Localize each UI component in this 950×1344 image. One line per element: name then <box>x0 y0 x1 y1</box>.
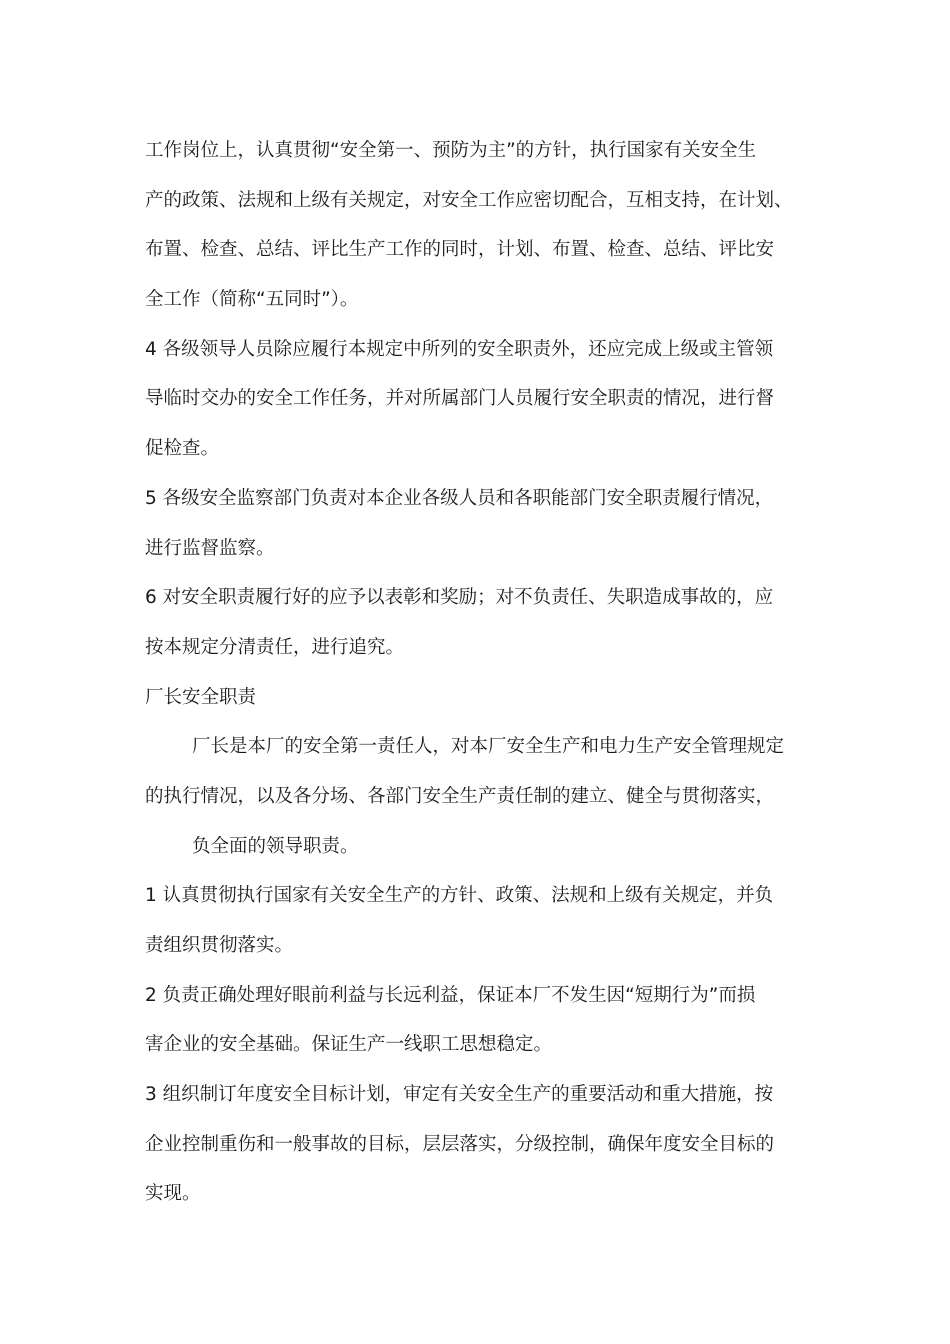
paragraph-line: 工作岗位上，认真贯彻“安全第一、预防为主”的方针，执行国家有关安全生 <box>145 140 757 161</box>
section-heading: 厂长安全职责 <box>145 686 257 708</box>
paragraph-line: 负全面的领导职责。 <box>192 835 359 857</box>
paragraph-line: 布置、检查、总结、评比生产工作的同时，计划、布置、检查、总结、评比安 <box>145 239 775 261</box>
paragraph-line: 进行监督监察。 <box>145 537 275 559</box>
paragraph-line: 导临时交办的安全工作任务，并对所属部门人员履行安全职责的情况，进行督 <box>145 388 775 410</box>
paragraph-line: 责组织贯彻落实。 <box>145 935 294 956</box>
paragraph-line: 6 对安全职责履行好的应予以表彰和奖励；对不负责任、失职造成事故的，应 <box>145 587 774 609</box>
paragraph-line: 3 组织制订年度安全目标计划，审定有关安全生产的重要活动和重大措施，按 <box>145 1084 774 1106</box>
paragraph-line: 按本规定分清责任，进行追究。 <box>145 636 405 658</box>
paragraph-line: 全工作（简称“五同时”）。 <box>145 289 359 311</box>
paragraph-line: 促检查。 <box>145 438 220 460</box>
paragraph-line: 产的政策、法规和上级有关规定，对安全工作应密切配合，互相支持，在计划、 <box>145 189 793 211</box>
document-body <box>145 131 825 1224</box>
paragraph-line: 的执行情况，以及各分场、各部门安全生产责任制的建立、健全与贯彻落实， <box>145 785 775 807</box>
paragraph-line: 厂长是本厂的安全第一责任人，对本厂安全生产和电力生产安全管理规定 <box>192 736 785 758</box>
paragraph-line: 实现。 <box>145 1183 201 1205</box>
paragraph-line: 企业控制重伤和一般事故的目标，层层落实，分级控制，确保年度安全目标的 <box>145 1133 775 1155</box>
paragraph-line: 害企业的安全基础。保证生产一线职工思想稳定。 <box>145 1034 553 1056</box>
paragraph-line: 4 各级领导人员除应履行本规定中所列的安全职责外，还应完成上级或主管领 <box>145 338 774 360</box>
paragraph-line: 2 负责正确处理好眼前利益与长远利益，保证本厂不发生因“短期行为”而损 <box>145 984 756 1006</box>
paragraph-line: 5 各级安全监察部门负责对本企业各级人员和各职能部门安全职责履行情况， <box>145 487 774 509</box>
paragraph-line: 1 认真贯彻执行国家有关安全生产的方针、政策、法规和上级有关规定，并负 <box>145 885 774 907</box>
